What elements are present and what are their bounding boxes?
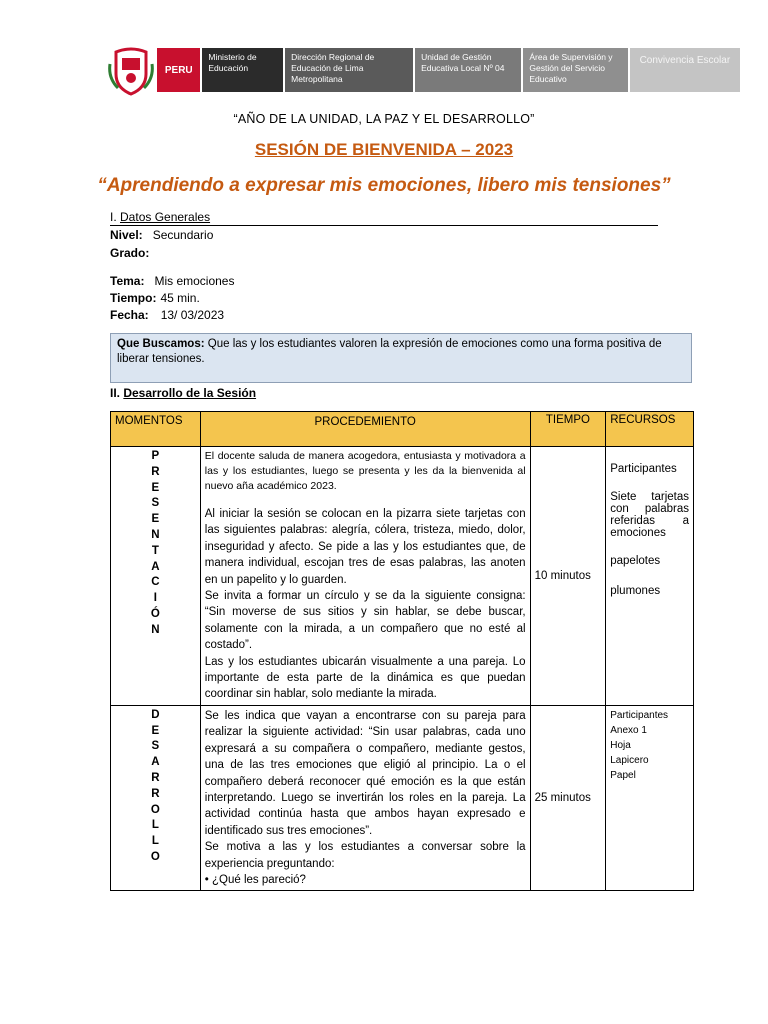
header-procedimiento: PROCEDEMIENTO (200, 412, 530, 447)
procedure-presentacion: El docente saluda de manera acogedora, entusiasta y motivadora a las y los estudiantes, luego se presenta y les da la bienvenida al nuevo aña académico 2023. Al iniciar la sesión se colocan en la pizarra siete tarjetas con las siguientes palabras: alegría, cólera, tristeza, miedo, dolor, inseguridad y afecto. Se pide a las y los estudiantes que, de manera individual, escojan tres de esas palabras, las anoten en un papelito y lo guarden. Se invita a formar un círculo y se da la siguiente consigna: “Sin moverse de sus sitios y sin hablar, se debe buscar, solamente con la mirada, a un compañero que no esté al costado”. Las y los estudiantes ubicarán visualmente a una pareja. Lo importante de esta parte de la dinámica es que puedan coordinar sin hablar, solo mediante la mirada. (200, 447, 530, 706)
moment-presentacion: P R E S E N T A C I Ó N (111, 447, 201, 706)
convivencia-label: Convivencia Escolar (630, 48, 740, 92)
nivel-row: Nivel: Secundario (110, 228, 214, 242)
moment-desarrollo: D E S A R R O L L O (111, 705, 201, 890)
header-banner (108, 44, 740, 96)
peru-label: PERU (157, 48, 200, 92)
time-presentacion: 10 minutos (530, 447, 606, 706)
resources-desarrollo: Participantes Anexo 1 Hoja Lapicero Papel (606, 705, 694, 890)
table-row (111, 705, 694, 890)
peru-coat-of-arms-icon (108, 44, 157, 96)
resources-presentacion: Participantes Siete tarjetas con palabras referidas a emociones papelotes plumones (606, 447, 694, 706)
development-section-heading: II. Desarrollo de la Sesión (110, 386, 257, 400)
procedure-desarrollo: Se les indica que vayan a encontrarse con su pareja para realizar la siguiente actividad: “Sin usar palabras, cada uno expresará a su compañera o compañero, mediante gestos, una de las tres emociones que eligió al principio. La o el compañero deberá reconocer qué emoción es la que están interpretando. Luego se invertirán los roles en la pareja. La actividad continúa hasta que ambos hayan expresado e identificado sus tres emociones”. Se motiva a las y los estudiantes a conversar sobre la experiencia preguntando: • ¿Qué les pareció? (200, 705, 530, 890)
dre-label: Dirección Regional de Educación de Lima Metropolitana (285, 48, 413, 92)
header-tiempo: TIEMPO (530, 412, 606, 447)
year-motto: “AÑO DE LA UNIDAD, LA PAZ Y EL DESARROLLO” (233, 112, 535, 126)
table-header-row (111, 412, 694, 447)
goal-label: Que Buscamos: (117, 338, 205, 350)
ugel-label: Unidad de Gestión Educativa Local Nº 04 (415, 48, 521, 92)
tema-row: Tema: Mis emociones (110, 274, 235, 288)
area-label: Área de Supervisión y Gestión del Servicio Educativo (523, 48, 627, 92)
ministerio-label: Ministerio de Educación (202, 48, 283, 92)
tiempo-row: Tiempo: 45 min. (110, 291, 200, 305)
goal-text: Que las y los estudiantes valoren la expresión de emociones como una forma positiva de liberar tensiones. (117, 338, 662, 365)
general-section-heading: I. Datos Generales (110, 210, 658, 226)
page-subtitle: “Aprendiendo a expresar mis emociones, libero mis tensiones” (97, 175, 671, 196)
table-row (111, 447, 694, 706)
goal-box (110, 333, 692, 383)
session-table (110, 411, 694, 891)
header-recursos: RECURSOS (606, 412, 694, 447)
grado-row: Grado: (110, 246, 150, 260)
fecha-row: Fecha: 13/ 03/2023 (110, 308, 225, 322)
header-momentos: MOMENTOS (111, 412, 201, 447)
time-desarrollo: 25 minutos (530, 705, 606, 890)
page-title: SESIÓN DE BIENVENIDA – 2023 (254, 140, 514, 159)
